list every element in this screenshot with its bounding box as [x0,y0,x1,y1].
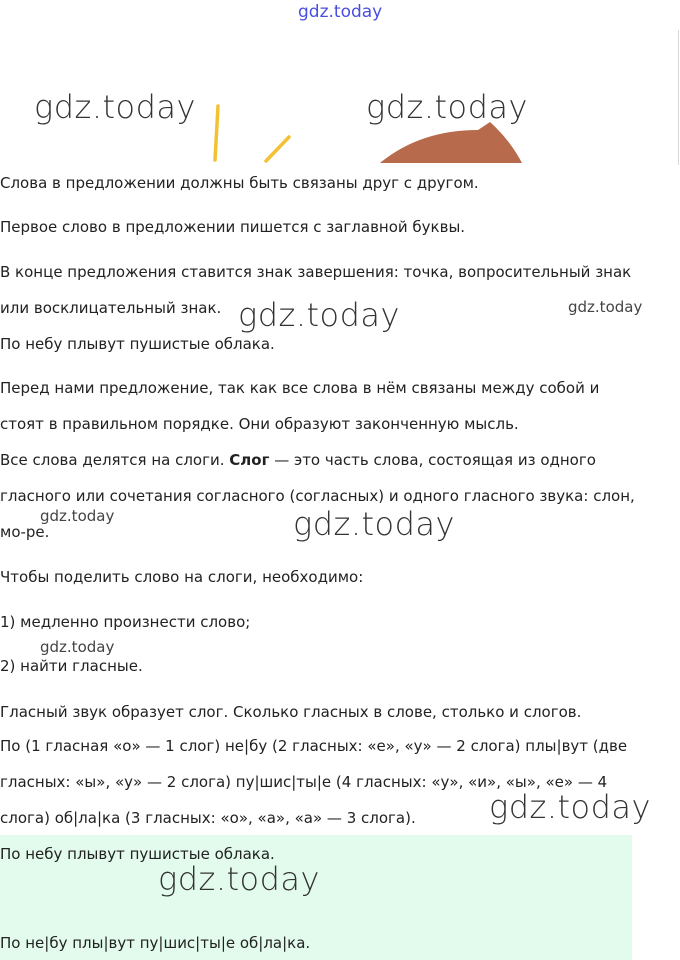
rule-line: Слова в предложении должны быть связаны друг с другом. [0,174,479,192]
yellow-stroke-2 [266,137,289,161]
rule-line: Первое слово в предложении пишется с заглавной буквы. [0,218,466,236]
watermark: gdz.today [40,507,115,525]
step: 1) медленно произнести слово; [0,613,251,631]
watermark: gdz.today [34,88,196,126]
example-sentence: По небу плывут пушистые облака. [0,335,275,353]
analysis-line: гласных: «ы», «у» — 2 слога) пу|шис|ты|е (4 гласных: «у», «и», «ы», «е» — 4 [0,773,608,791]
answer-divided: По не|бу плы|вут пу|шис|ты|е об|ла|ка. [0,934,311,952]
watermark: gdz.today [366,88,528,126]
watermark: gdz.today [489,788,651,826]
watermark: gdz.today [568,298,643,316]
illustration [0,0,680,170]
syllable-definition [0,451,596,469]
watermark: gdz.today [158,860,320,898]
step: 2) найти гласные. [0,657,143,675]
vowel-rule: Гласный звук образует слог. Сколько гласных в слове, столько и слогов. [0,703,582,721]
syllable-definition-line: гласного или сочетания согласного (согласных) и одного гласного звука: слон, [0,487,635,505]
watermark: gdz.today [293,505,455,543]
syllable-definition-line: мо-ре. [0,523,50,541]
watermark: gdz.today [238,296,400,334]
watermark: gdz.today [40,638,115,656]
explanation-line: стоят в правильном порядке. Они образуют законченную мысль. [0,415,519,433]
text: Все слова делятся на слоги. [0,451,230,469]
answer-sentence: По небу плывут пушистые облака. [0,845,275,863]
rule-line: В конце предложения ставится знак завершения: точка, вопросительный знак [0,263,632,281]
yellow-stroke-1 [215,106,218,160]
analysis-line: слога) об|ла|ка (3 гласных: «о», «а», «а» — 3 слога). [0,809,416,827]
rule-line: или восклицательный знак. [0,299,222,317]
analysis-line: По (1 гласная «о» — 1 слог) не|бу (2 гласных: «е», «у» — 2 слога) плы|вут (две [0,737,628,755]
brown-shape [380,122,522,163]
how-to: Чтобы поделить слово на слоги, необходимо: [0,568,364,586]
explanation-line: Перед нами предложение, так как все слова в нём связаны между собой и [0,379,600,397]
text: — это часть слова, состоящая из одного [269,451,596,469]
term-syllable: Слог [229,451,270,469]
site-link[interactable]: gdz.today [298,2,383,22]
divider [678,30,679,165]
